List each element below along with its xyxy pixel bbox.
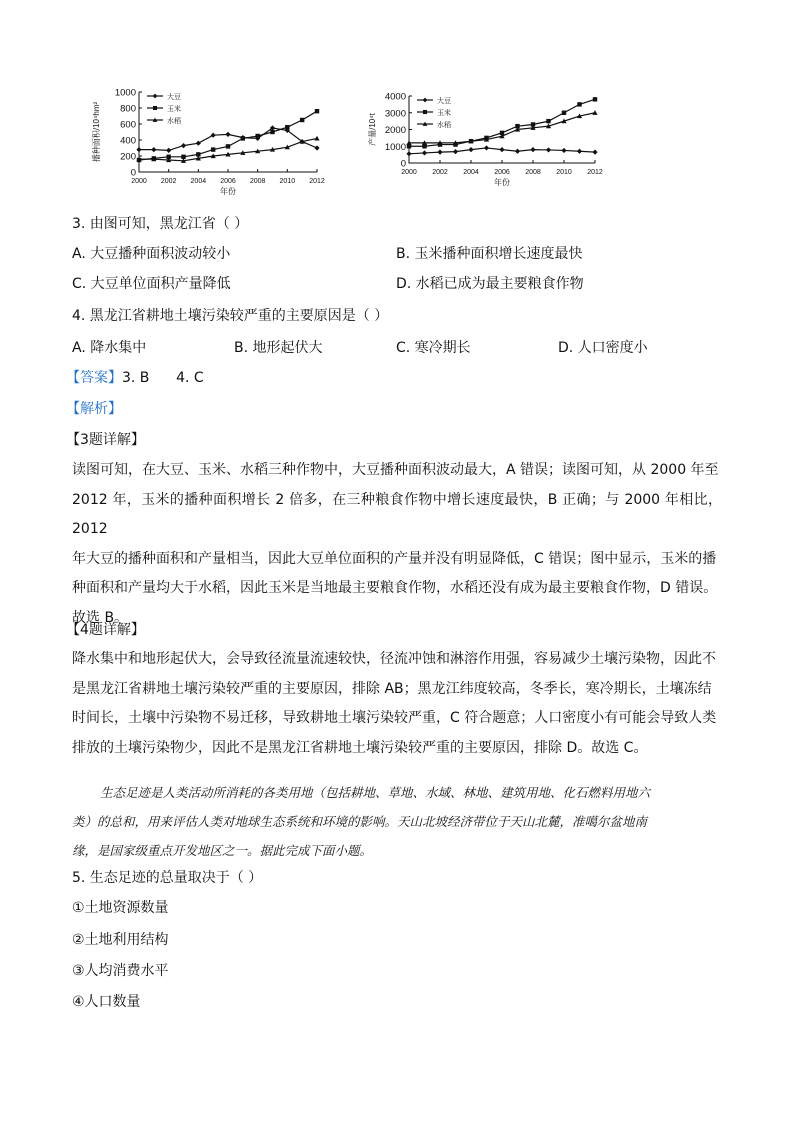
y-tick-label: 1000 [114, 87, 136, 99]
q5-item: ④人口数量 [72, 994, 141, 1010]
legend-marker [423, 98, 428, 103]
axes [409, 96, 595, 163]
detail4-line: 时间长，土壤中污染物不易迁移，导致耕地土壤污染较严重，C 符合题意；人口密度小有可能会导致人类 [72, 710, 717, 726]
x-tick-label: 2008 [249, 178, 266, 185]
x-tick-label: 2006 [494, 169, 510, 176]
answer-line [66, 368, 204, 388]
detail3-line: 年大豆的播种面积和产量相当，因此大豆单位面积的产量并没有明显降低，C 错误；图中显示，玉米的播 [72, 550, 717, 567]
data-point [422, 150, 427, 155]
data-point [406, 151, 411, 156]
detail3-line: 种面积和产量均大于水稻，因此玉米是当地最主要粮食作物，水稻还没有成为最主要粮食作物，D 错误。 [72, 580, 718, 596]
data-point [592, 110, 597, 115]
x-tick-label: 2010 [556, 169, 572, 176]
q4-stem: 4. 黑龙江省耕地土壤污染较严重的主要原因是（ ） [72, 308, 389, 324]
data-point [577, 102, 581, 106]
y-tick-label: 800 [120, 103, 136, 115]
detail4-body [72, 645, 722, 763]
legend-marker [423, 110, 427, 114]
q5-item: ③人均消费水平 [72, 963, 169, 979]
data-point [226, 144, 230, 148]
y-axis-label: 播种面积/10⁴hm² [92, 101, 101, 163]
sown-area-chart [85, 80, 350, 200]
data-point [136, 147, 141, 152]
q3-stem: 3. 由图可知，黑龙江省（ ） [72, 216, 249, 232]
answer-value: 3. B 4. C [122, 370, 204, 386]
y-tick-label: 600 [120, 119, 136, 131]
data-point [530, 147, 535, 152]
data-point [546, 119, 550, 123]
q3-option-c: C. 大豆单位面积产量降低 [72, 276, 231, 292]
q3-option-b: B. 玉米播种面积增长速度最快 [396, 246, 583, 262]
legend-label: 大豆 [437, 98, 451, 105]
q4-option-c: C. 寒冷期长 [396, 340, 471, 356]
output-chart [365, 85, 620, 200]
analysis-label: 【解析】 [66, 401, 122, 417]
x-axis-label: 年份 [220, 187, 236, 196]
data-point [562, 111, 566, 115]
data-point [166, 148, 171, 153]
x-tick-label: 2000 [131, 178, 147, 185]
legend-label: 大豆 [167, 94, 181, 101]
data-point [315, 109, 319, 113]
y-tick-label: 400 [120, 135, 136, 147]
x-tick-label: 2010 [279, 178, 296, 185]
data-point [270, 130, 274, 134]
detail4-line: 是黑龙江省耕地土壤污染较严重的主要原因，排除 AB；黑龙江纬度较高，冬季长，寒冷期长，土壤冻结 [72, 680, 712, 697]
data-point [255, 134, 259, 138]
detail4-line: 降水集中和地形起伏大，会导致径流量流速较快，径流冲蚀和淋溶作用强，容易减少土壤污染物，因此不 [72, 651, 716, 667]
data-point [592, 150, 597, 155]
y-tick-label: 3000 [384, 108, 406, 120]
data-point [300, 118, 304, 122]
data-point [437, 150, 442, 155]
q5-item: ②土地利用结构 [72, 932, 169, 948]
data-point [314, 145, 319, 150]
q4-option-b: B. 地形起伏大 [234, 340, 323, 356]
y-tick-label: 0 [130, 167, 136, 179]
x-tick-label: 2002 [432, 169, 448, 176]
data-point [314, 136, 319, 141]
data-point [484, 145, 489, 150]
x-tick-label: 2002 [160, 178, 177, 185]
q4-option-d: D. 人口密度小 [558, 340, 648, 356]
data-point [453, 149, 458, 154]
detail4-line: 排放的土壤污染物少，因此不是黑龙江省耕地土壤污染较严重的主要原因，排除 D。故选 C。 [72, 739, 648, 756]
data-point [285, 125, 289, 129]
q5-stem: 5. 生态足迹的总量取决于（ ） [72, 870, 263, 886]
material-line: 类）的总和，用来评估人类对地球生态系统和环境的影响。天山北坡经济带位于天山北麓，准噶尔盆地南 [72, 814, 648, 829]
x-tick-label: 2012 [587, 169, 603, 176]
legend-label: 水稻 [167, 118, 181, 125]
data-point [468, 147, 473, 152]
x-tick-label: 2006 [220, 178, 236, 185]
q3-option-d: D. 水稻已成为最主要粮食作物 [396, 276, 584, 292]
y-tick-label: 2000 [384, 125, 406, 136]
x-tick-label: 2004 [463, 169, 479, 176]
data-point [577, 149, 582, 154]
x-tick-label: 2004 [190, 178, 207, 185]
data-point [546, 147, 551, 152]
material-line: 生态足迹是人类活动所消耗的各类用地（包括耕地、草地、水域、林地、建筑用地、化石燃料用地六 [100, 785, 651, 800]
data-point [151, 147, 156, 152]
data-point [241, 136, 245, 140]
data-point [181, 143, 186, 148]
legend-marker [153, 94, 158, 99]
x-tick-label: 2000 [401, 169, 417, 176]
detail3-line: 读图可知，在大豆、玉米、水稻三种作物中，大豆播种面积波动最大，A 错误；读图可知，从 2000 年至 [72, 462, 719, 478]
detail4-title: 【4题详解】 [66, 622, 145, 638]
q3-option-a: A. 大豆播种面积波动较小 [72, 246, 231, 262]
q5-item: ①土地资源数量 [72, 900, 169, 916]
detail3-line: 故选 B。 [72, 609, 129, 626]
y-tick-label: 1000 [384, 141, 406, 153]
legend-label: 玉米 [437, 110, 451, 117]
data-point [211, 133, 216, 138]
material-line: 缘，是国家级重点开发地区之一。据此完成下面小题。 [72, 843, 373, 858]
detail3-body [72, 456, 722, 633]
legend-marker [153, 106, 157, 110]
q4-option-a: A. 降水集中 [72, 340, 147, 356]
detail3-line: 2012 年，玉米的播种面积增长 2 倍多，在三种粮食作物中增长速度最快，B 正确；与 2000 年相比，2012 [72, 491, 722, 537]
legend-label: 水稻 [437, 122, 451, 129]
data-point [593, 97, 597, 101]
x-axis-label: 年份 [494, 178, 510, 187]
data-point [196, 141, 201, 146]
data-point [515, 149, 520, 154]
data-point [561, 148, 566, 153]
y-tick-label: 4000 [384, 91, 406, 103]
y-tick-label: 0 [400, 158, 406, 170]
data-point [211, 147, 215, 151]
y-tick-label: 200 [120, 151, 136, 163]
answer-label: 【答案】 [66, 370, 122, 386]
data-point [225, 132, 230, 137]
x-tick-label: 2012 [309, 178, 325, 185]
legend-label: 玉米 [167, 106, 181, 113]
x-tick-label: 2008 [525, 169, 541, 176]
data-point [499, 147, 504, 152]
material-text [72, 778, 727, 865]
y-axis-label: 产量/10⁴t [368, 113, 377, 146]
detail3-title: 【3题详解】 [66, 432, 145, 448]
